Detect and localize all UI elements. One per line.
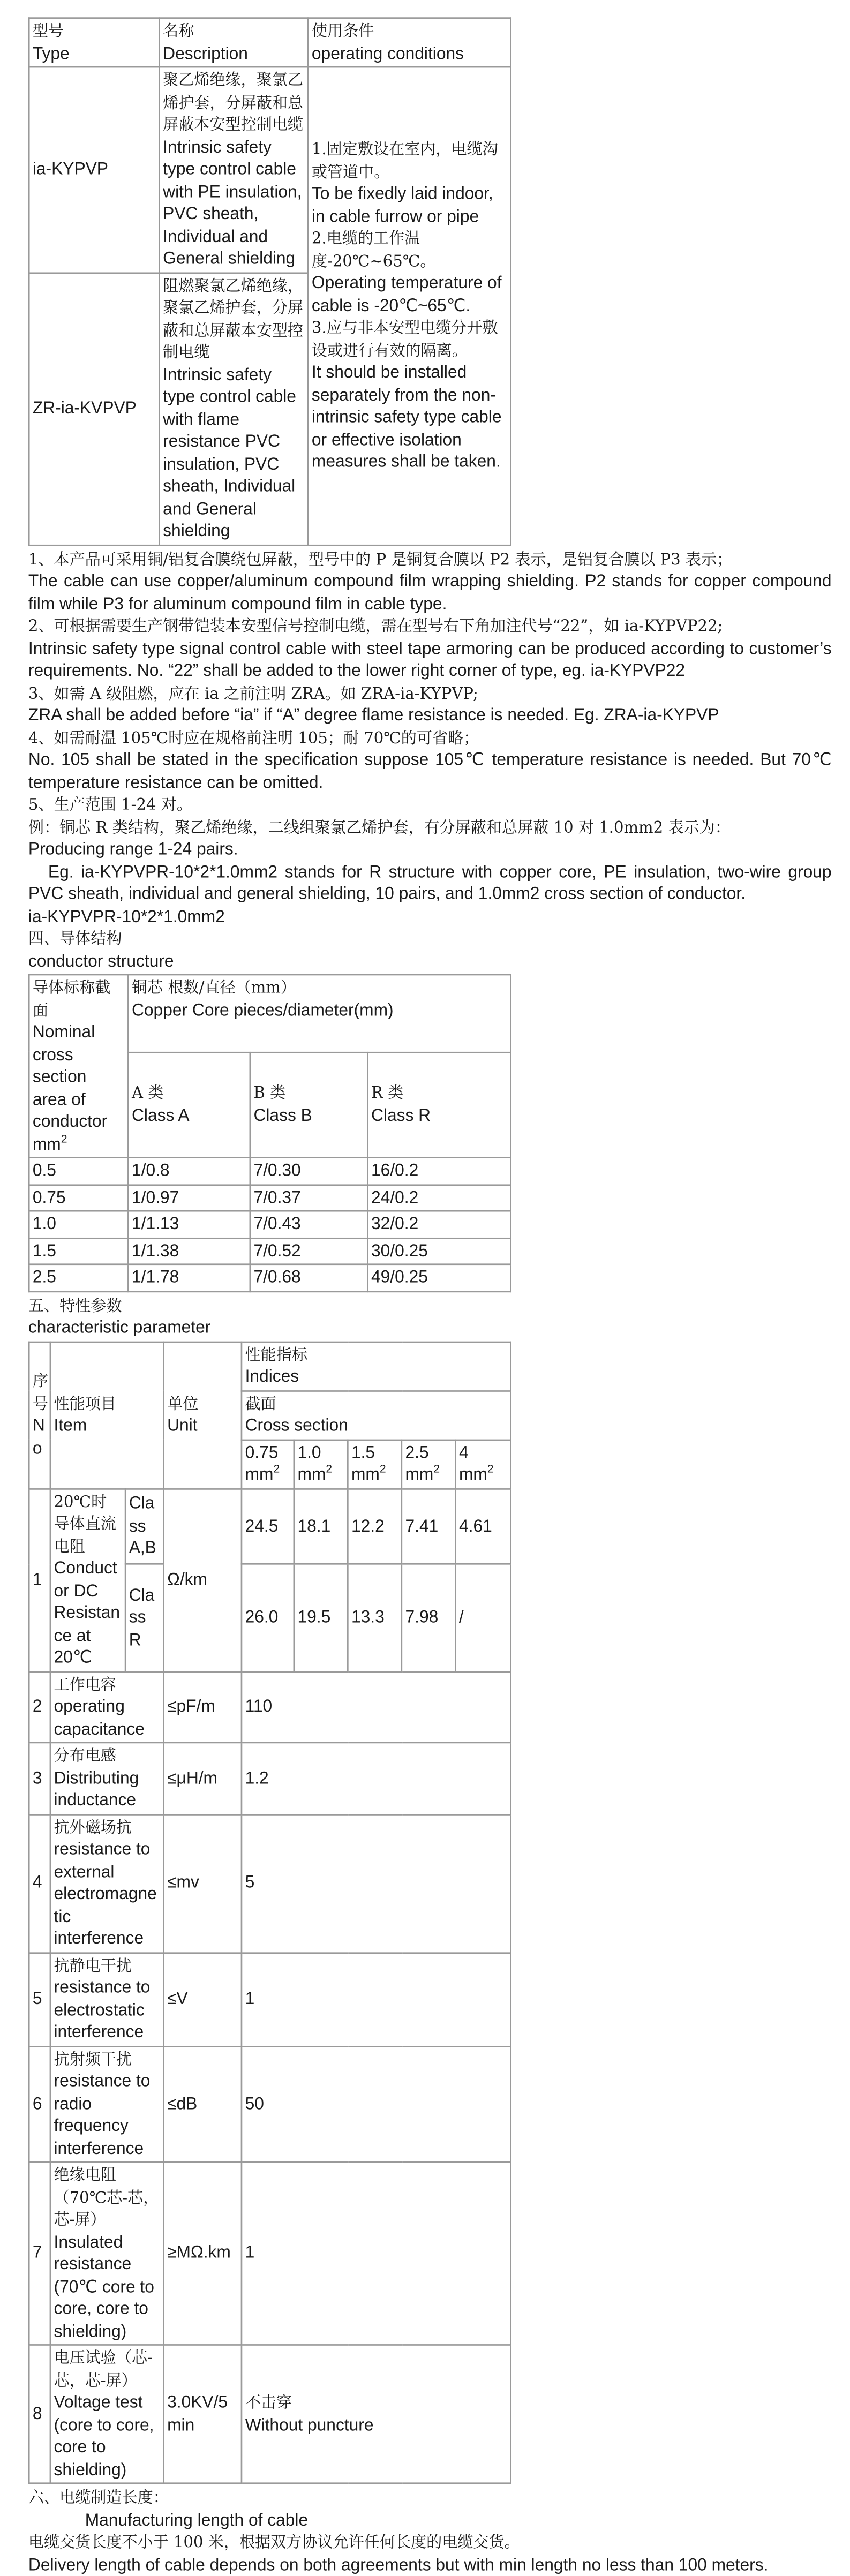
- param-item-zh: 绝缘电阻（70℃芯-芯，芯-屏）: [54, 2165, 159, 2229]
- no-header-cell: [29, 1342, 50, 1488]
- param-no: 7: [29, 2162, 50, 2345]
- param-item: [50, 1488, 125, 1671]
- cross-header-cell: [242, 1390, 511, 1439]
- unit-text: mm: [245, 1464, 274, 1485]
- conductor-cell: 7/0.52: [250, 1238, 368, 1264]
- condition-1-en: To be fixedly laid indoor, in cable furrow or pipe: [311, 183, 493, 226]
- param-class-ab: Class A,B: [125, 1488, 163, 1564]
- item-header-cell: [50, 1342, 164, 1488]
- unit-text: mm: [458, 1464, 487, 1485]
- conductor-row: [29, 1211, 510, 1238]
- param-row: [29, 1952, 510, 2046]
- section-5-heading-en: characteristic parameter: [28, 1316, 211, 1337]
- nominal-header-en: Nominal cross section area of conductor: [32, 1021, 108, 1131]
- param-value: [242, 1743, 511, 1814]
- conductor-cell: 1/0.97: [128, 1184, 250, 1211]
- section-6-heading-en: Manufacturing length of cable: [85, 2509, 309, 2529]
- unit-sup: 2: [326, 1462, 333, 1475]
- conductor-cell: 7/0.43: [250, 1211, 368, 1238]
- cross-unit: [351, 1464, 398, 1486]
- unit-text: mm: [297, 1464, 326, 1485]
- note-5-en: Producing range 1-24 pairs.: [28, 838, 238, 859]
- note-3-en: ZRA shall be added before “ia” if “A” degree flame resistance is needed. Eg. ZRA-ia-KYPVP: [28, 704, 719, 725]
- param-value: 4.61: [455, 1488, 510, 1564]
- conductor-table: [28, 974, 511, 1292]
- cross-value: 4: [458, 1441, 469, 1462]
- param-item-zh: 抗外磁场抗: [54, 1817, 132, 1836]
- class-r-en: Class R: [371, 1105, 431, 1126]
- cross-unit: [405, 1464, 452, 1486]
- note-2-zh: 2、可根据需要生产钢带铠装本安型信号控制电缆，需在型号右下角加注代号“22”，如 ia-KYPVP22;: [28, 616, 723, 636]
- param-item-zh: 抗射频干扰: [54, 2049, 132, 2068]
- desc-zh: 聚乙烯绝缘，聚氯乙烯护套，分屏蔽和总屏蔽本安型控制电缆: [163, 70, 304, 134]
- param-item-zh: 抗静电干扰: [54, 1956, 132, 1975]
- unit-sup: 2: [273, 1462, 280, 1475]
- param-value: [242, 1952, 511, 2046]
- param-item-en: resistance to external electromagnetic interference: [54, 1838, 157, 1948]
- param-value: [242, 1814, 511, 1952]
- param-value: 7.98: [402, 1564, 456, 1671]
- param-unit: ≤μH/m: [163, 1743, 241, 1814]
- param-value: [242, 2046, 511, 2162]
- param-value-en: 1: [245, 1987, 255, 2008]
- cross-value: 2.5: [405, 1441, 429, 1462]
- param-item: [50, 2345, 164, 2483]
- indices-header-zh: 性能指标: [245, 1345, 307, 1364]
- condition-3-en: It should be installed separately from the non-intrinsic safety type cable or effective isolation measures shall be taken.: [311, 361, 502, 471]
- param-value: 13.3: [348, 1564, 402, 1671]
- cross-section-cell: [455, 1440, 510, 1488]
- class-a-en: Class A: [131, 1105, 190, 1126]
- class-r-zh: R 类: [371, 1084, 404, 1103]
- conductor-cell: 1/0.8: [128, 1158, 250, 1185]
- param-item-en: resistance to radio frequency interference: [54, 2070, 151, 2158]
- param-value: 18.1: [294, 1488, 348, 1564]
- unit-text: mm: [351, 1464, 380, 1485]
- param-value-en: 5: [245, 1872, 255, 1893]
- desc-cell: [160, 272, 309, 544]
- param-unit: ≤V: [163, 1952, 241, 2046]
- param-no: 8: [29, 2345, 50, 2483]
- type-cell: ZR-ia-KVPVP: [29, 272, 159, 544]
- conductor-cell: 7/0.68: [250, 1264, 368, 1291]
- note-4-en: No. 105 shall be stated in the specification suppose 105℃ temperature resistance is needed. But 70℃ temperature resistance can be omitted.: [28, 749, 832, 792]
- example-code: ia-KYPVPR-10*2*1.0mm2: [28, 905, 225, 926]
- example-en: Eg. ia-KYPVPR-10*2*1.0mm2 stands for R structure with copper core, PE insulation, two-wire group PVC sheath, individual and general shielding, 10 pairs, and 1.0mm2 cross section of conductor.: [28, 861, 832, 903]
- cross-value: 1.5: [351, 1441, 375, 1462]
- section-5-heading-zh: 五、特性参数: [28, 1295, 122, 1315]
- param-item-en: resistance to electrostatic interference: [54, 1977, 151, 2042]
- param-row: [29, 1814, 510, 1952]
- param-item: [50, 1671, 164, 1743]
- param-item: [50, 1814, 164, 1952]
- class-b-en: Class B: [253, 1105, 312, 1126]
- param-unit: ≤dB: [163, 2046, 241, 2162]
- type-cell: ia-KYPVP: [29, 67, 159, 272]
- desc-cell: [160, 67, 309, 272]
- example-zh: 例：铜芯 R 类结构，聚乙烯绝缘，二线组聚氯乙烯护套，有分屏蔽和总屏蔽 10 对 1.0mm2 表示为：: [28, 817, 731, 837]
- param-no: 2: [29, 1671, 50, 1743]
- unit-text: mm: [405, 1464, 434, 1485]
- condition-1-zh: 1.固定敷设在室内，电缆沟或管道中。: [311, 139, 498, 181]
- section-4-heading-zh: 四、导体结构: [28, 929, 122, 948]
- conductor-header-row: [29, 975, 510, 1052]
- param-item-en: Conductor DC Resistance at 20℃: [54, 1557, 120, 1667]
- type-header-en: Type: [32, 42, 70, 63]
- note-4-zh: 4、如需耐温 105℃时应在规格前注明 105；耐 70℃的可省略；: [28, 728, 479, 747]
- conductor-cell: 7/0.30: [250, 1158, 368, 1185]
- conductor-cell: 16/0.2: [367, 1158, 510, 1185]
- param-row: [29, 2046, 510, 2162]
- param-value: 24.5: [242, 1488, 294, 1564]
- desc-zh: 阻燃聚氯乙烯绝缘，聚氯乙烯护套，分屏蔽和总屏蔽本安型控制电缆: [163, 276, 304, 362]
- unit-sup: 2: [61, 1132, 67, 1145]
- cond-header-en: operating conditions: [311, 42, 464, 63]
- param-no: 4: [29, 1814, 50, 1952]
- no-header-en: No: [32, 1414, 45, 1458]
- class-b-zh: B 类: [253, 1084, 286, 1103]
- param-item: [50, 2046, 164, 2162]
- core-header-cell: [128, 975, 510, 1052]
- param-item-zh: 20℃时导体直流电阻: [54, 1492, 116, 1556]
- desc-header-en: Description: [163, 42, 248, 63]
- unit-header-zh: 单位: [167, 1394, 199, 1413]
- conductor-cell: 2.5: [29, 1264, 128, 1291]
- unit-header-cell: [163, 1342, 241, 1488]
- cross-header-zh: 截面: [245, 1394, 276, 1413]
- param-item-en: Insulated resistance (70℃ core to core, core to shielding): [54, 2231, 154, 2341]
- nominal-header-unit: [33, 1133, 125, 1156]
- desc-header-cell: [160, 18, 309, 67]
- section-6-heading-zh: 六、电缆制造长度：: [28, 2488, 169, 2507]
- param-value: [242, 2345, 511, 2483]
- class-a-zh: A 类: [131, 1084, 164, 1103]
- note-5-zh: 5、生产范围 1-24 对。: [28, 795, 192, 815]
- cross-section-cell: [294, 1440, 348, 1488]
- cross-section-cell: [348, 1440, 402, 1488]
- nominal-header-zh: 导体标称截面: [32, 978, 111, 1020]
- conductor-cell: 1.0: [29, 1211, 128, 1238]
- param-unit: ≤mv: [163, 1814, 241, 1952]
- param-value: /: [455, 1564, 510, 1671]
- param-no: 5: [29, 1952, 50, 2046]
- param-unit: 3.0KV/5min: [163, 2345, 241, 2483]
- param-value-en: Without puncture: [245, 2414, 374, 2435]
- parameter-table: [28, 1340, 511, 2484]
- param-value: [242, 2162, 511, 2345]
- conductor-cell: 1/1.13: [128, 1211, 250, 1238]
- note-3-zh: 3、如需 A 级阻燃，应在 ia 之前注明 ZRA。如 ZRA-ia-KYPVP;: [28, 683, 478, 703]
- conditions-cell: [308, 67, 510, 545]
- conductor-row: [29, 1238, 510, 1264]
- indices-header-cell: [242, 1342, 511, 1390]
- param-value-en: 1: [245, 2242, 255, 2263]
- section-6: [28, 2487, 832, 2576]
- condition-3-zh: 3.应与非本安型电缆分开敷设或进行有效的隔离。: [311, 318, 498, 360]
- conductor-cell: 1/1.38: [128, 1238, 250, 1264]
- conductor-cell: 30/0.25: [367, 1238, 510, 1264]
- param-no: 6: [29, 2046, 50, 2162]
- param-value: 12.2: [348, 1488, 402, 1564]
- param-item: [50, 2162, 164, 2345]
- type-row: [29, 67, 510, 272]
- param-unit: ≥MΩ.km: [163, 2162, 241, 2345]
- param-item-en: Voltage test (core to core, core to shielding): [54, 2391, 154, 2479]
- param-unit: Ω/km: [163, 1488, 241, 1671]
- param-item-zh: 工作电容: [54, 1675, 116, 1694]
- param-value-en: 110: [245, 1696, 273, 1716]
- param-class-r: Class R: [125, 1564, 163, 1671]
- desc-header-zh: 名称: [163, 21, 194, 41]
- unit-header-en: Unit: [167, 1414, 198, 1435]
- unit-sup: 2: [379, 1462, 386, 1475]
- cross-section-cell: [402, 1440, 456, 1488]
- cond-header-zh: 使用条件: [311, 21, 374, 41]
- param-item-en: Distributing inductance: [54, 1767, 139, 1810]
- condition-2-zh: 2.电缆的工作温度-20℃~65℃。: [311, 229, 436, 270]
- param-row: [29, 2345, 510, 2483]
- param-row: [29, 1743, 510, 1814]
- param-value: 26.0: [242, 1564, 294, 1671]
- param-item-zh: 分布电感: [54, 1746, 116, 1765]
- core-header-zh: 铜芯 根数/直径（mm）: [131, 978, 297, 997]
- param-unit: ≤pF/m: [163, 1671, 241, 1743]
- class-a-header: [128, 1052, 250, 1157]
- cross-unit: [245, 1464, 291, 1486]
- param-no: 3: [29, 1743, 50, 1814]
- section-5-heading: [28, 1294, 850, 1339]
- param-header-row: [29, 1342, 510, 1390]
- cross-header-en: Cross section: [245, 1414, 348, 1435]
- param-row: [29, 1671, 510, 1743]
- param-row: [29, 1488, 510, 1564]
- param-no: 1: [29, 1488, 50, 1671]
- param-item: [50, 1952, 164, 2046]
- param-item-en: operating capacitance: [54, 1696, 145, 1738]
- indices-header-en: Indices: [245, 1366, 299, 1387]
- type-table: [28, 17, 511, 545]
- desc-en: Intrinsic safety type control cable with flame resistance PVC insulation, PVC sheath, Individual and General shielding: [163, 364, 296, 540]
- section-4-heading-en: conductor structure: [28, 950, 174, 970]
- param-value: 19.5: [294, 1564, 348, 1671]
- conductor-row: [29, 1184, 510, 1211]
- note-1-en: The cable can use copper/aluminum compound film wrapping shielding. P2 stands for copper compound film while P3 for aluminum compound film in cable type.: [28, 570, 832, 613]
- note-2-en: Intrinsic safety type signal control cable with steel tape armoring can be produced according to customer’s requirements. No. “22” shall be added to the lower right corner of type, eg. ia-KYPVP22: [28, 637, 832, 680]
- note-1-zh: 1、本产品可采用铜/铝复合膜绕包屏蔽，型号中的 P 是铜复合膜以 P2 表示，是铝复合膜以 P3 表示；: [28, 549, 733, 569]
- section-6-line-en: Delivery length of cable depends on both agreements but with min length no less than 100 meters.: [28, 2554, 769, 2574]
- param-value-en: 50: [245, 2092, 264, 2113]
- conductor-cell: 0.75: [29, 1184, 128, 1211]
- cross-value: 0.75: [245, 1441, 279, 1462]
- condition-2-en: Operating temperature of cable is -20℃~65℃.: [311, 272, 502, 315]
- item-header-zh: 性能项目: [54, 1394, 116, 1413]
- param-item: [50, 1743, 164, 1814]
- conductor-cell: 1.5: [29, 1238, 128, 1264]
- cross-section-cell: [242, 1440, 294, 1488]
- unit-sup: 2: [487, 1462, 494, 1475]
- param-value: [242, 1671, 511, 1743]
- conductor-cell: 32/0.2: [367, 1211, 510, 1238]
- conductor-cell: 0.5: [29, 1158, 128, 1185]
- param-row: [29, 2162, 510, 2345]
- conductor-cell: 24/0.2: [367, 1184, 510, 1211]
- conductor-row: [29, 1158, 510, 1185]
- type-table-header: [29, 18, 510, 67]
- type-header-cell: [29, 18, 159, 67]
- desc-en: Intrinsic safety type control cable with PE insulation, PVC sheath, Individual and General shielding: [163, 136, 302, 268]
- unit-text: mm: [32, 1133, 61, 1154]
- param-item-zh: 电压试验（芯-芯，芯-屏）: [54, 2348, 153, 2390]
- conductor-cell: 1/1.78: [128, 1264, 250, 1291]
- param-value-zh: 不击穿: [245, 2393, 292, 2412]
- conductor-row: [29, 1264, 510, 1291]
- param-value-en: 1.2: [245, 1767, 269, 1788]
- class-r-header: [367, 1052, 510, 1157]
- param-value: 7.41: [402, 1488, 456, 1564]
- section-6-line-zh: 电缆交货长度不小于 100 米，根据双方协议允许任何长度的电缆交货。: [28, 2533, 520, 2552]
- core-header-en: Copper Core pieces/diameter(mm): [131, 999, 394, 1020]
- conductor-cell: 7/0.37: [250, 1184, 368, 1211]
- nominal-header-cell: [29, 975, 128, 1158]
- type-header-zh: 型号: [32, 21, 64, 41]
- class-b-header: [250, 1052, 368, 1157]
- cross-unit: [459, 1464, 507, 1486]
- item-header-en: Item: [54, 1414, 87, 1435]
- notes-block: [28, 548, 832, 973]
- cross-unit: [297, 1464, 344, 1486]
- unit-sup: 2: [433, 1462, 440, 1475]
- cond-header-cell: [308, 18, 510, 67]
- no-header-zh: 序号: [32, 1372, 48, 1413]
- conductor-cell: 49/0.25: [367, 1264, 510, 1291]
- cross-value: 1.0: [297, 1441, 321, 1462]
